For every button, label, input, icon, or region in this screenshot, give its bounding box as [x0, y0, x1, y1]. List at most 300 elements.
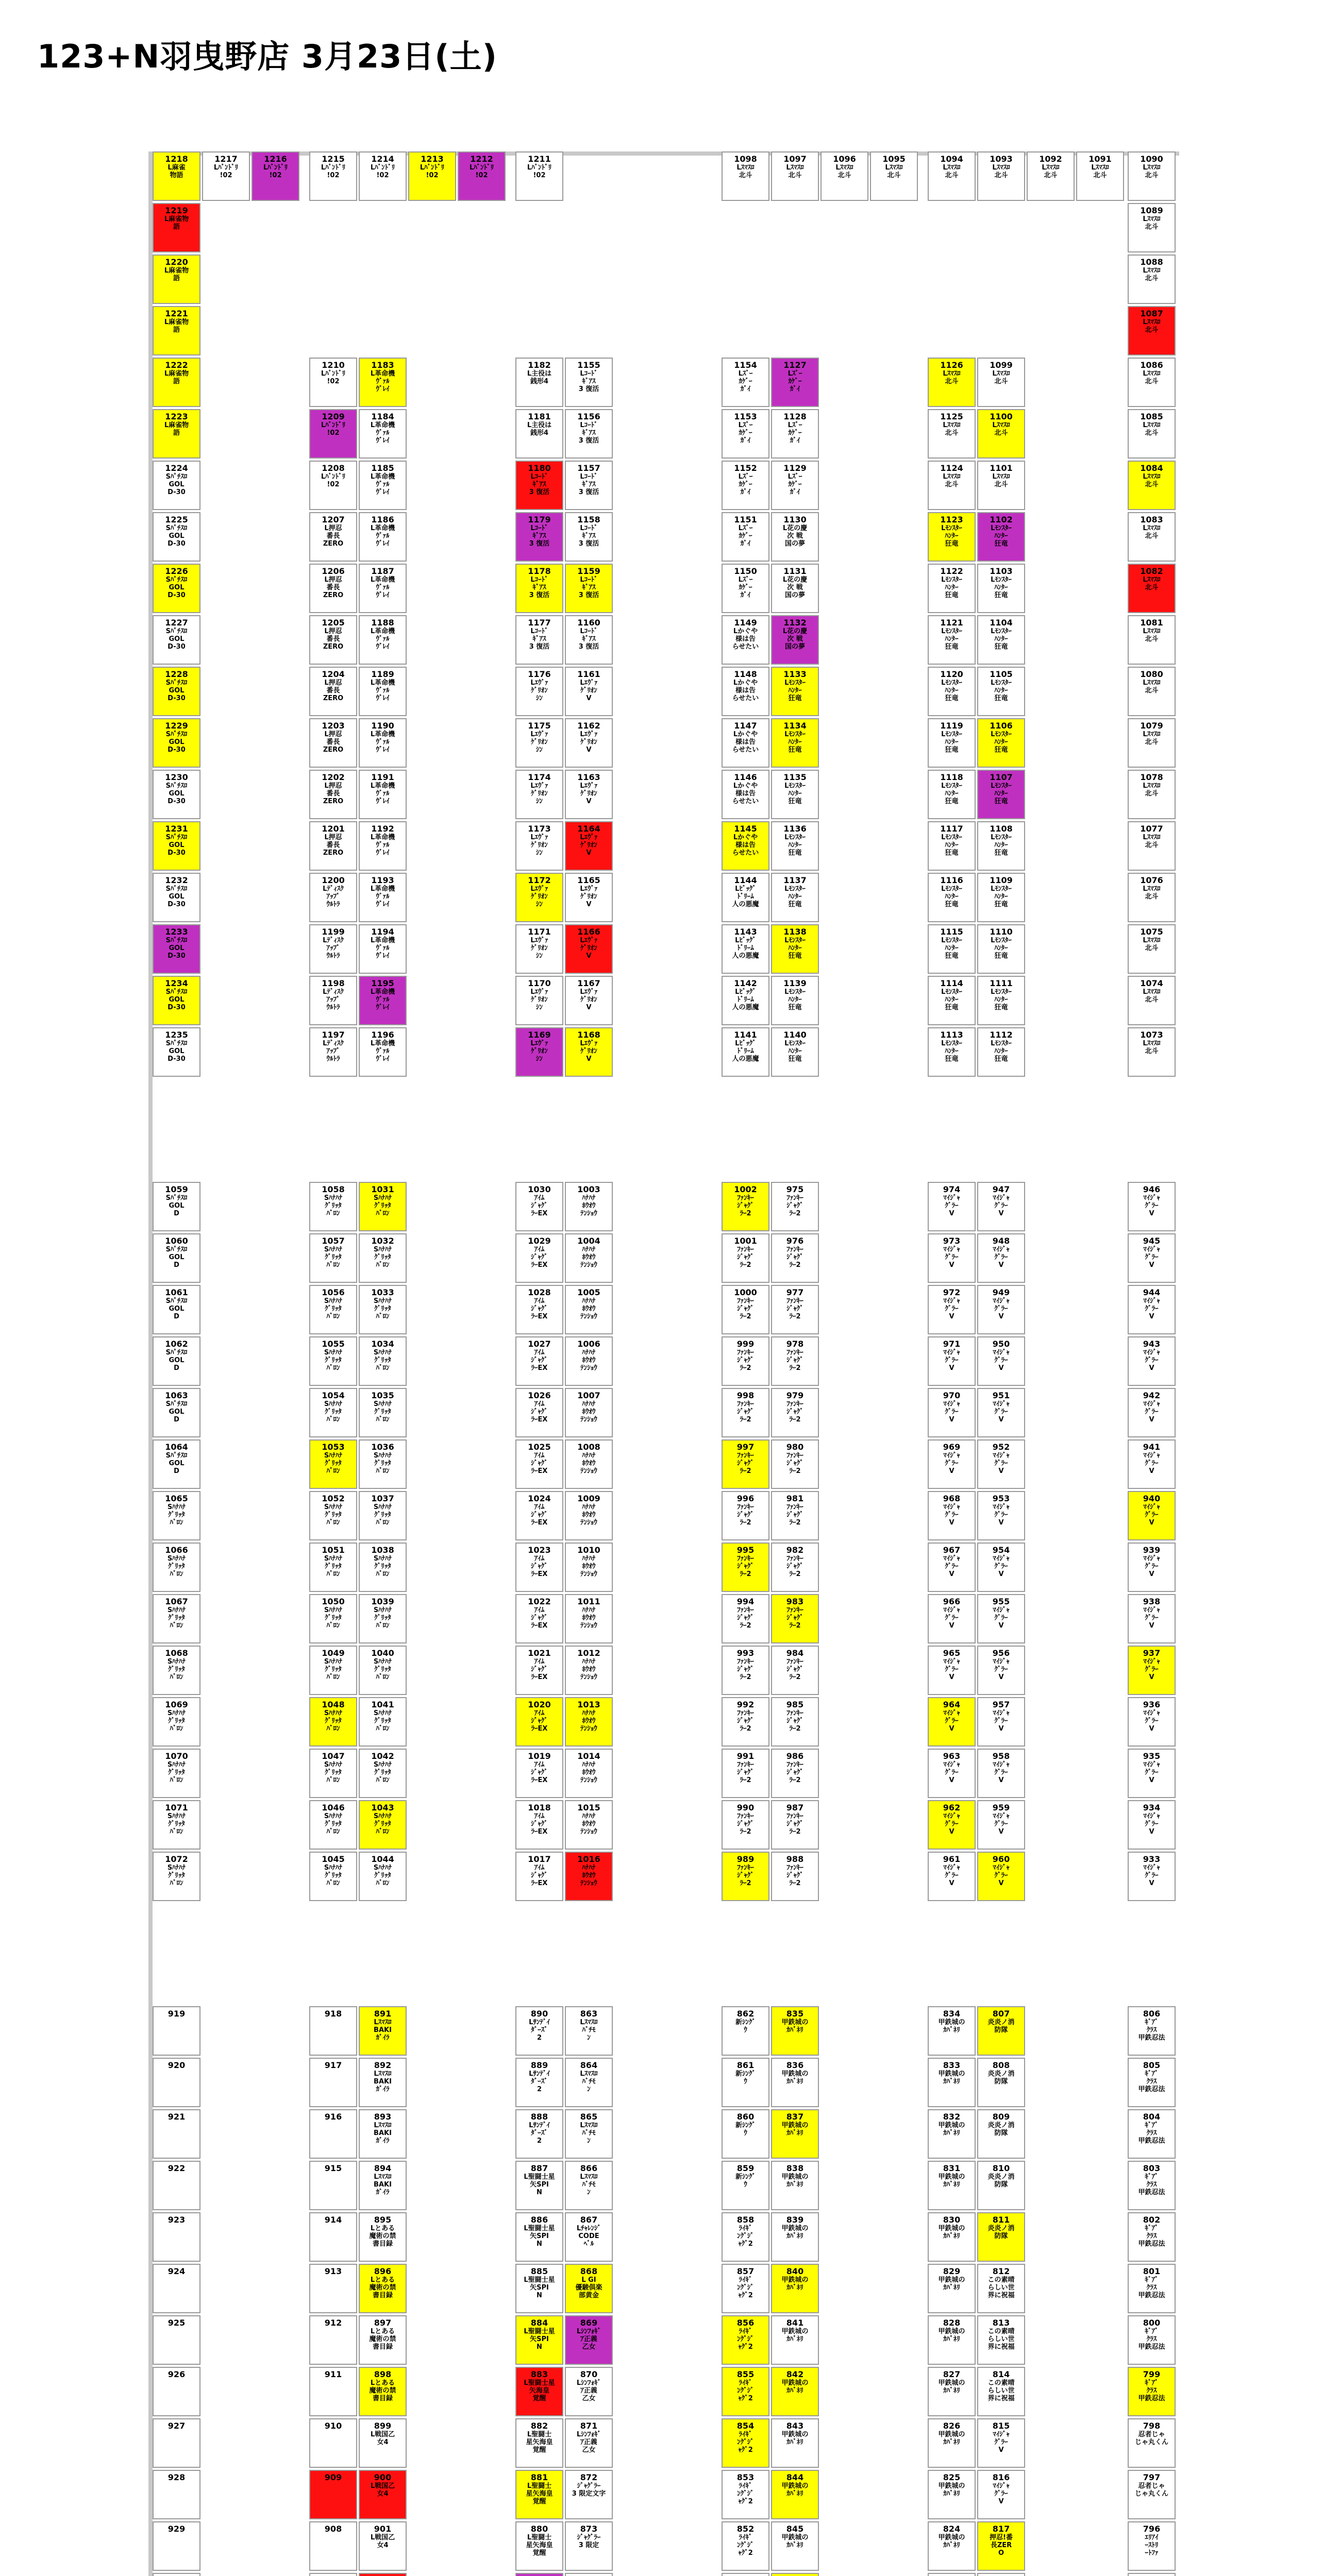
machine-number: 862	[736, 2009, 755, 2019]
machine-cell	[359, 1336, 407, 1386]
machine-model: Sﾊﾟﾁｽﾛ GOL D-30	[165, 731, 188, 754]
machine-cell	[722, 1697, 769, 1747]
machine-model: ﾌｧﾝｷｰ ｼﾞｬｸﾞ ﾗｰ2	[737, 1246, 754, 1269]
machine-model: Lｴｳﾞｧ ｹﾞﾘｵﾝ V	[580, 834, 598, 857]
machine-cell	[515, 1800, 563, 1850]
machine-model: Sﾊﾅﾊﾅ ｸﾞﾘｯﾀ ﾊﾞﾛﾝ	[373, 1812, 392, 1836]
machine-number: 1124	[940, 463, 963, 473]
machine-cell	[309, 667, 357, 716]
machine-cell	[928, 1233, 976, 1283]
machine-model: Lﾓﾝｽﾀｰ ﾊﾝﾀｰ 狂竜	[991, 628, 1012, 651]
machine-number: 1215	[322, 154, 345, 164]
machine-number: 925	[167, 2318, 186, 2328]
machine-number: 953	[992, 1494, 1010, 1503]
machine-cell	[153, 409, 200, 459]
machine-model: 甲鉄城の ｶﾊﾞﾈﾘ	[781, 2431, 809, 2446]
machine-number: 978	[786, 1339, 804, 1349]
machine-model: ﾌｧﾝｷｰ ｼﾞｬｸﾞ ﾗｰ2	[737, 1812, 754, 1836]
machine-cell	[359, 1182, 407, 1231]
machine-cell	[359, 1285, 407, 1334]
machine-model: L押忍 番長 ZERO	[323, 834, 344, 857]
machine-cell	[515, 2367, 563, 2416]
machine-number: 1129	[783, 463, 807, 473]
machine-model: Sﾊﾅﾊﾅ ｸﾞﾘｯﾀ ﾊﾞﾛﾝ	[167, 1658, 186, 1681]
machine-model: Lｽﾞｰ ｶｹﾞｰ ｶﾞｲ	[788, 421, 802, 445]
machine-number: 886	[530, 2215, 548, 2225]
machine-number: 966	[943, 1597, 961, 1606]
machine-number: 947	[992, 1184, 1010, 1194]
machine-cell	[359, 924, 407, 974]
machine-number: 926	[167, 2369, 186, 2379]
machine-model: Lｺｰﾄﾞ ｷﾞｱｽ 3 復活	[529, 473, 550, 496]
machine-cell	[359, 2161, 407, 2210]
machine-number: 880	[530, 2524, 548, 2534]
machine-number: 1048	[322, 1700, 345, 1709]
machine-number: 857	[736, 2266, 755, 2276]
machine-number: 885	[530, 2266, 548, 2276]
machine-cell	[309, 1543, 357, 1592]
machine-model: ｷﾞｱﾞ ｸﾗｽ 甲鉄忍法	[1138, 2122, 1165, 2145]
machine-cell	[722, 1491, 769, 1540]
machine-model: 押忍!番 長ZER O	[990, 2534, 1013, 2557]
machine-model: Lﾓﾝｽﾀｰ ﾊﾝﾀｰ 狂竜	[991, 1040, 1012, 1063]
machine-model: Lｽﾏｽﾛ 北斗	[1091, 164, 1109, 179]
machine-cell	[515, 1285, 563, 1334]
machine-number: 1049	[322, 1648, 345, 1658]
machine-number: 1076	[1140, 875, 1163, 885]
machine-number: 1181	[528, 412, 551, 421]
machine-number: 1071	[165, 1803, 188, 1812]
machine-model: L革命機 ｳﾞｧﾙ ｳﾞﾚｲ	[370, 370, 395, 393]
machine-cell	[153, 358, 200, 407]
machine-model: ﾏｲｼﾞｬ ｸﾞﾗｰ V	[943, 1297, 960, 1320]
machine-number: 1108	[990, 824, 1013, 834]
machine-model: ﾊﾅﾊﾅ ﾎｳｵｳ ﾃﾝｼｮｳ	[580, 1194, 597, 1217]
machine-cell	[565, 1233, 613, 1283]
machine-cell	[722, 1027, 769, 1077]
machine-cell	[928, 1800, 976, 1850]
machine-cell	[359, 1439, 407, 1489]
machine-number: 987	[786, 1803, 804, 1812]
machine-model: L革命機 ｳﾞｧﾙ ｳﾞﾚｲ	[370, 473, 395, 496]
machine-cell	[359, 151, 407, 201]
machine-model: ｱｲﾑ ｼﾞｬｸﾞ ﾗｰEX	[531, 1503, 548, 1527]
machine-cell	[722, 1594, 769, 1643]
machine-model: ﾗｲｷﾞ ﾝｸﾞｼﾞ ｬｸﾞ2	[737, 2225, 754, 2248]
machine-cell	[408, 151, 456, 201]
machine-number: 1227	[165, 618, 188, 628]
machine-number: 1204	[322, 669, 345, 679]
machine-model: Lかぐや 様は告 らせたい	[732, 628, 759, 651]
machine-number: 1015	[577, 1803, 600, 1812]
machine-number: 1052	[322, 1494, 345, 1503]
machine-model: 甲鉄城の ｶﾊﾞﾈﾘ	[938, 2276, 965, 2292]
machine-model: ﾏｲｼﾞｬ ｸﾞﾗｰ V	[1143, 1658, 1160, 1681]
machine-cell	[771, 667, 819, 716]
machine-number: 1150	[734, 566, 757, 576]
machine-number: 1223	[165, 412, 188, 421]
machine-cell	[515, 2470, 563, 2519]
machine-model: ﾌｧﾝｷｰ ｼﾞｬｸﾞ ﾗｰ2	[737, 1503, 754, 1527]
machine-model: Lﾋﾞｯｸﾞ ﾄﾞﾘｰﾑ 人の悪魔	[732, 1040, 759, 1063]
machine-model: Sﾊﾟﾁｽﾛ GOL D-30	[165, 679, 188, 702]
machine-cell	[153, 2470, 200, 2519]
machine-number: 1117	[940, 824, 963, 834]
machine-cell	[1128, 1285, 1176, 1334]
machine-model: L押忍 番長 ZERO	[323, 782, 344, 805]
machine-cell	[309, 2161, 357, 2210]
machine-cell	[977, 2521, 1025, 2571]
machine-model: ﾌｧﾝｷｰ ｼﾞｬｸﾞ ﾗｰ2	[737, 1194, 754, 1217]
machine-model: Lｽﾏｽﾛ 北斗	[1143, 421, 1161, 437]
machine-model: L革命機 ｳﾞｧﾙ ｳﾞﾚｲ	[370, 988, 395, 1011]
machine-number: 1120	[940, 669, 963, 679]
machine-model: ﾏｲｼﾞｬ ｸﾞﾗｰ V	[993, 1503, 1010, 1527]
machine-model: ﾏｲｼﾞｬ ｸﾞﾗｰ V	[943, 1555, 960, 1578]
machine-cell	[515, 1852, 563, 1901]
machine-cell	[515, 409, 563, 459]
machine-number: 1225	[165, 515, 188, 524]
machine-model: ﾗｲｷﾞ ﾝｸﾞｼﾞ ｬｸﾞ2	[737, 2431, 754, 2454]
machine-model: Lｴｳﾞｧ ｹﾞﾘｵﾝ ｼﾝ	[530, 731, 548, 754]
machine-number: 1148	[734, 669, 757, 679]
machine-cell	[309, 1285, 357, 1334]
machine-model: 新ｼﾝｸﾞ ｳ	[735, 2122, 756, 2137]
machine-number: 1098	[734, 154, 757, 164]
machine-number: 1082	[1140, 566, 1163, 576]
machine-number: 1190	[371, 721, 394, 731]
machine-model: L聖闘士星 矢SPI N	[524, 2328, 555, 2351]
machine-cell	[771, 461, 819, 510]
machine-cell	[977, 1233, 1025, 1283]
machine-number: 830	[943, 2215, 961, 2225]
machine-cell	[359, 2418, 407, 2468]
machine-model: Lｻﾝﾃﾞｲ ﾀﾞｰｽﾞ 2	[529, 2019, 550, 2042]
machine-number: 891	[374, 2009, 392, 2019]
machine-cell	[771, 2264, 819, 2313]
machine-model: Lﾊﾞﾝﾄﾞﾘ !02	[321, 421, 346, 437]
machine-number: 1018	[528, 1803, 551, 1812]
machine-model: Lｽﾏｽﾛ ﾊﾞﾁﾓ ﾝ	[580, 2173, 598, 2196]
machine-number: 1097	[783, 154, 807, 164]
machine-cell	[771, 1543, 819, 1592]
machine-model: Lｽﾏｽﾛ 北斗	[1143, 834, 1161, 849]
machine-number: 1030	[528, 1184, 551, 1194]
machine-model: ﾏｲｼﾞｬ ｸﾞﾗｰ V	[943, 1606, 960, 1630]
machine-number: 1047	[322, 1751, 345, 1761]
machine-model: ﾏｲｼﾞｬ ｸﾞﾗｰ V	[993, 2431, 1010, 2454]
machine-model: Sﾊﾟﾁｽﾛ GOL D	[165, 1194, 188, 1217]
machine-model: Lｽﾏｽﾛ 北斗	[885, 164, 903, 179]
machine-model: ﾏｲｼﾞｬ ｸﾞﾗｰ V	[943, 1761, 960, 1784]
machine-cell	[515, 1439, 563, 1489]
machine-model: ﾏｲｼﾞｬ ｸﾞﾗｰ V	[993, 1194, 1010, 1217]
machine-model: ﾌｧﾝｷｰ ｼﾞｬｸﾞ ﾗｰ2	[737, 1658, 754, 1681]
machine-cell	[515, 770, 563, 819]
machine-model: 甲鉄城の ｶﾊﾞﾈﾘ	[781, 2122, 809, 2137]
machine-cell	[309, 1027, 357, 1077]
machine-model: L花の慶 次 戦 国の夢	[782, 576, 808, 599]
machine-model: L聖闘士星 矢SPI N	[524, 2173, 555, 2196]
machine-cell	[565, 2418, 613, 2468]
machine-model: Sﾊﾅﾊﾅ ｸﾞﾘｯﾀ ﾊﾞﾛﾝ	[373, 1297, 392, 1320]
machine-cell	[928, 1697, 976, 1747]
machine-cell	[309, 1182, 357, 1231]
machine-cell	[515, 1233, 563, 1283]
machine-model: ﾊﾅﾊﾅ ﾎｳｵｳ ﾃﾝｼｮｳ	[580, 1864, 597, 1887]
machine-number: 842	[786, 2369, 804, 2379]
machine-cell	[977, 873, 1025, 922]
machine-number: 863	[580, 2009, 598, 2019]
machine-number: 920	[167, 2060, 186, 2070]
machine-model: ｱｲﾑ ｼﾞｬｸﾞ ﾗｰEX	[531, 1555, 548, 1578]
machine-cell	[722, 2470, 769, 2519]
machine-model: 新ｼﾝｸﾞ ｳ	[735, 2019, 756, 2034]
machine-cell	[771, 1285, 819, 1334]
machine-model: ｱｲﾑ ｼﾞｬｸﾞ ﾗｰEX	[531, 1452, 548, 1475]
machine-cell	[458, 151, 506, 201]
machine-cell	[565, 1697, 613, 1747]
machine-number: 809	[992, 2112, 1010, 2122]
machine-cell	[252, 151, 299, 201]
machine-model: Sﾊﾅﾊﾅ ｸﾞﾘｯﾀ ﾊﾞﾛﾝ	[373, 1761, 392, 1784]
machine-cell	[515, 821, 563, 871]
machine-cell	[722, 358, 769, 407]
machine-cell	[771, 2470, 819, 2519]
machine-number: 1203	[322, 721, 345, 731]
machine-model: Lｽﾏｽﾛ ﾊﾞﾁﾓ ﾝ	[580, 2122, 598, 2145]
machine-number: 1081	[1140, 618, 1163, 628]
machine-model: L押忍 番長 ZERO	[323, 576, 344, 599]
machine-model: Sﾊﾟﾁｽﾛ GOL D-30	[165, 834, 188, 857]
machine-model: ﾏｲｼﾞｬ ｸﾞﾗｰ V	[943, 1864, 960, 1887]
machine-number: 1057	[322, 1236, 345, 1246]
machine-model: Sﾊﾅﾊﾅ ｸﾞﾘｯﾀ ﾊﾞﾛﾝ	[324, 1349, 343, 1372]
machine-cell	[359, 2521, 407, 2571]
machine-number: 811	[992, 2215, 1010, 2225]
machine-model: L花の慶 次 戦 国の夢	[782, 628, 808, 651]
machine-model: L麻雀物 語	[164, 421, 189, 437]
machine-cell	[722, 1800, 769, 1850]
machine-cell	[928, 2315, 976, 2365]
machine-model: Sﾊﾅﾊﾅ ｸﾞﾘｯﾀ ﾊﾞﾛﾝ	[167, 1864, 186, 1887]
machine-number: 965	[943, 1648, 961, 1658]
machine-cell	[722, 2006, 769, 2056]
machine-model: Lｽﾏｽﾛ 北斗	[1143, 576, 1161, 591]
machine-model: Sﾊﾅﾊﾅ ｸﾞﾘｯﾀ ﾊﾞﾛﾝ	[167, 1503, 186, 1527]
machine-number: 1218	[165, 154, 188, 164]
machine-model: 甲鉄城の ｶﾊﾞﾈﾘ	[781, 2173, 809, 2189]
machine-cell	[309, 1646, 357, 1695]
machine-model: Lﾊﾞﾝﾄﾞﾘ !02	[321, 370, 346, 385]
machine-model: Lﾓﾝｽﾀｰ ﾊﾝﾀｰ 狂竜	[941, 576, 962, 599]
machine-number: 1059	[165, 1184, 188, 1194]
machine-cell	[722, 924, 769, 974]
machine-cell	[309, 2367, 357, 2416]
machine-number: 948	[992, 1236, 1010, 1246]
machine-model: ﾊﾅﾊﾅ ﾎｳｵｳ ﾃﾝｼｮｳ	[580, 1812, 597, 1836]
machine-number: 1079	[1140, 721, 1163, 731]
machine-model: Sﾊﾅﾊﾅ ｸﾞﾘｯﾀ ﾊﾞﾛﾝ	[373, 1864, 392, 1887]
machine-cell	[565, 2006, 613, 2056]
machine-model: L GI 優駿倶楽 部黄金	[575, 2276, 602, 2299]
machine-number: 1226	[165, 566, 188, 576]
machine-number: 1147	[734, 721, 757, 731]
machine-number: 812	[992, 2266, 1010, 2276]
machine-cell	[977, 2212, 1025, 2262]
machine-number: 871	[580, 2421, 598, 2431]
machine-cell	[771, 1182, 819, 1231]
machine-cell	[153, 821, 200, 871]
machine-model: Lｴｳﾞｧ ｹﾞﾘｵﾝ V	[580, 679, 598, 702]
machine-model: ﾊﾅﾊﾅ ﾎｳｵｳ ﾃﾝｼｮｳ	[580, 1246, 597, 1269]
machine-number: 949	[992, 1287, 1010, 1297]
machine-number: 935	[1143, 1751, 1161, 1761]
machine-number: 1084	[1140, 463, 1163, 473]
machine-cell	[977, 512, 1025, 562]
machine-number: 1007	[577, 1391, 600, 1400]
machine-number: 1145	[734, 824, 757, 834]
machine-cell	[309, 2212, 357, 2262]
machine-cell	[1027, 151, 1075, 201]
machine-number: 946	[1143, 1184, 1161, 1194]
machine-model: L革命機 ｳﾞｧﾙ ｳﾞﾚｲ	[370, 885, 395, 908]
machine-number: 1094	[940, 154, 963, 164]
machine-number: 1201	[322, 824, 345, 834]
machine-number: 888	[530, 2112, 548, 2122]
machine-cell	[977, 2573, 1025, 2576]
machine-number: 1157	[577, 463, 600, 473]
machine-model: Sﾊﾟﾁｽﾛ GOL D-30	[165, 576, 188, 599]
machine-model: Lﾓﾝｽﾀｰ ﾊﾝﾀｰ 狂竜	[784, 679, 806, 702]
machine-number: 1127	[783, 360, 807, 370]
machine-cell	[928, 667, 976, 716]
machine-number: 1068	[165, 1648, 188, 1658]
machine-model: Lｽﾞｰ ｶｹﾞｰ ｶﾞｲ	[738, 370, 753, 393]
machine-cell	[977, 770, 1025, 819]
machine-cell	[771, 1594, 819, 1643]
machine-model: ﾏｲｼﾞｬ ｸﾞﾗｰ V	[1143, 1709, 1160, 1733]
machine-number: 798	[1143, 2421, 1161, 2431]
machine-number: 1119	[940, 721, 963, 731]
machine-cell	[515, 151, 563, 201]
machine-number: 1216	[264, 154, 287, 164]
machine-cell	[309, 1852, 357, 1901]
machine-cell	[771, 615, 819, 665]
machine-number: 985	[786, 1700, 804, 1709]
machine-model: ﾌｧﾝｷｰ ｼﾞｬｸﾞ ﾗｰ2	[786, 1812, 803, 1836]
machine-number: 893	[374, 2112, 392, 2122]
machine-cell	[928, 1543, 976, 1592]
machine-model: 忍者じゃ じゃ丸くん	[1134, 2431, 1168, 2446]
machine-number: 867	[580, 2215, 598, 2225]
machine-model: ｷﾞｱﾞ ｸﾗｽ 甲鉄忍法	[1138, 2019, 1165, 2042]
machine-number: 825	[943, 2472, 961, 2482]
machine-number: 995	[736, 1545, 755, 1555]
machine-cell	[359, 1027, 407, 1077]
machine-number: 894	[374, 2163, 392, 2173]
machine-cell	[515, 1027, 563, 1077]
machine-number: 1123	[940, 515, 963, 524]
machine-model: Lﾋﾞｯｸﾞ ﾄﾞﾘｰﾑ 人の悪魔	[732, 988, 759, 1011]
machine-cell	[153, 461, 200, 510]
machine-model: Sﾊﾅﾊﾅ ｸﾞﾘｯﾀ ﾊﾞﾛﾝ	[373, 1709, 392, 1733]
machine-model: ﾌｧﾝｷｰ ｼﾞｬｸﾞ ﾗｰ2	[786, 1606, 803, 1630]
machine-model: Lﾊﾞﾝﾄﾞﾘ !02	[263, 164, 288, 179]
machine-number: 801	[1143, 2266, 1161, 2276]
machine-number: 833	[943, 2060, 961, 2070]
machine-number: 1093	[990, 154, 1013, 164]
machine-cell	[771, 2367, 819, 2416]
machine-number: 1175	[528, 721, 551, 731]
machine-model: L聖闘士星 矢SPI N	[524, 2276, 555, 2299]
machine-model: Lｽﾏｽﾛ 北斗	[1143, 1040, 1161, 1055]
machine-model: Sﾊﾟﾁｽﾛ GOL D-30	[165, 885, 188, 908]
machine-number: 1139	[783, 978, 807, 988]
machine-model: ﾏｲｼﾞｬ ｸﾞﾗｰ V	[993, 1606, 1010, 1630]
machine-number: 1088	[1140, 257, 1163, 267]
machine-number: 1232	[165, 875, 188, 885]
machine-cell	[565, 1852, 613, 1901]
machine-model: Sﾊﾟﾁｽﾛ GOL D	[165, 1452, 188, 1475]
machine-cell	[515, 2212, 563, 2262]
machine-number: 837	[786, 2112, 804, 2122]
machine-number: 957	[992, 1700, 1010, 1709]
machine-number: 1112	[990, 1030, 1013, 1040]
machine-number: 1122	[940, 566, 963, 576]
machine-number: 1231	[165, 824, 188, 834]
machine-cell	[1128, 2367, 1176, 2416]
machine-cell	[515, 2161, 563, 2210]
machine-cell	[565, 770, 613, 819]
machine-model: Lﾓﾝｽﾀｰ ﾊﾝﾀｰ 狂竜	[784, 834, 806, 857]
machine-number: 1191	[371, 772, 394, 782]
machine-cell	[153, 2058, 200, 2107]
machine-cell	[820, 151, 868, 201]
machine-model: Lとある 魔術の禁 書目録	[369, 2276, 396, 2299]
machine-cell	[771, 2058, 819, 2107]
machine-number: 1041	[371, 1700, 394, 1709]
machine-cell	[515, 1491, 563, 1540]
machine-cell	[309, 718, 357, 768]
machine-model: ﾊﾅﾊﾅ ﾎｳｵｳ ﾃﾝｼｮｳ	[580, 1503, 597, 1527]
machine-number: 827	[943, 2369, 961, 2379]
machine-number: 1001	[734, 1236, 757, 1246]
machine-cell	[359, 615, 407, 665]
machine-model: ﾏｲｼﾞｬ ｸﾞﾗｰ V	[993, 2482, 1010, 2505]
machine-cell	[359, 461, 407, 510]
machine-model: Sﾊﾟﾁｽﾛ GOL D-30	[165, 473, 188, 496]
machine-model: Lﾓﾝｽﾀｰ ﾊﾝﾀｰ 狂竜	[941, 988, 962, 1011]
machine-model: Lかぐや 様は告 らせたい	[732, 731, 759, 754]
machine-cell	[977, 1594, 1025, 1643]
machine-number: 831	[943, 2163, 961, 2173]
machine-model: Lｽﾏｽﾛ ﾊﾞﾁﾓ ﾝ	[580, 2070, 598, 2093]
machine-model: ｱｲﾑ ｼﾞｬｸﾞ ﾗｰEX	[531, 1246, 548, 1269]
machine-number: 1037	[371, 1494, 394, 1503]
machine-cell	[928, 2367, 976, 2416]
machine-number: 1155	[577, 360, 600, 370]
machine-model: Sﾊﾟﾁｽﾛ GOL D-30	[165, 628, 188, 651]
machine-cell	[1128, 2058, 1176, 2107]
machine-cell	[309, 409, 357, 459]
machine-model: Lｽﾏｽﾛ 北斗	[786, 164, 804, 179]
machine-number: 900	[374, 2472, 392, 2482]
machine-model: Lﾓﾝｽﾀｰ ﾊﾝﾀｰ 狂竜	[991, 731, 1012, 754]
machine-model: ﾏｲｼﾞｬ ｸﾞﾗｰ V	[1143, 1555, 1160, 1578]
machine-model: Lｽﾞｰ ｶｹﾞｰ ｶﾞｲ	[788, 473, 802, 496]
machine-cell	[977, 1285, 1025, 1334]
